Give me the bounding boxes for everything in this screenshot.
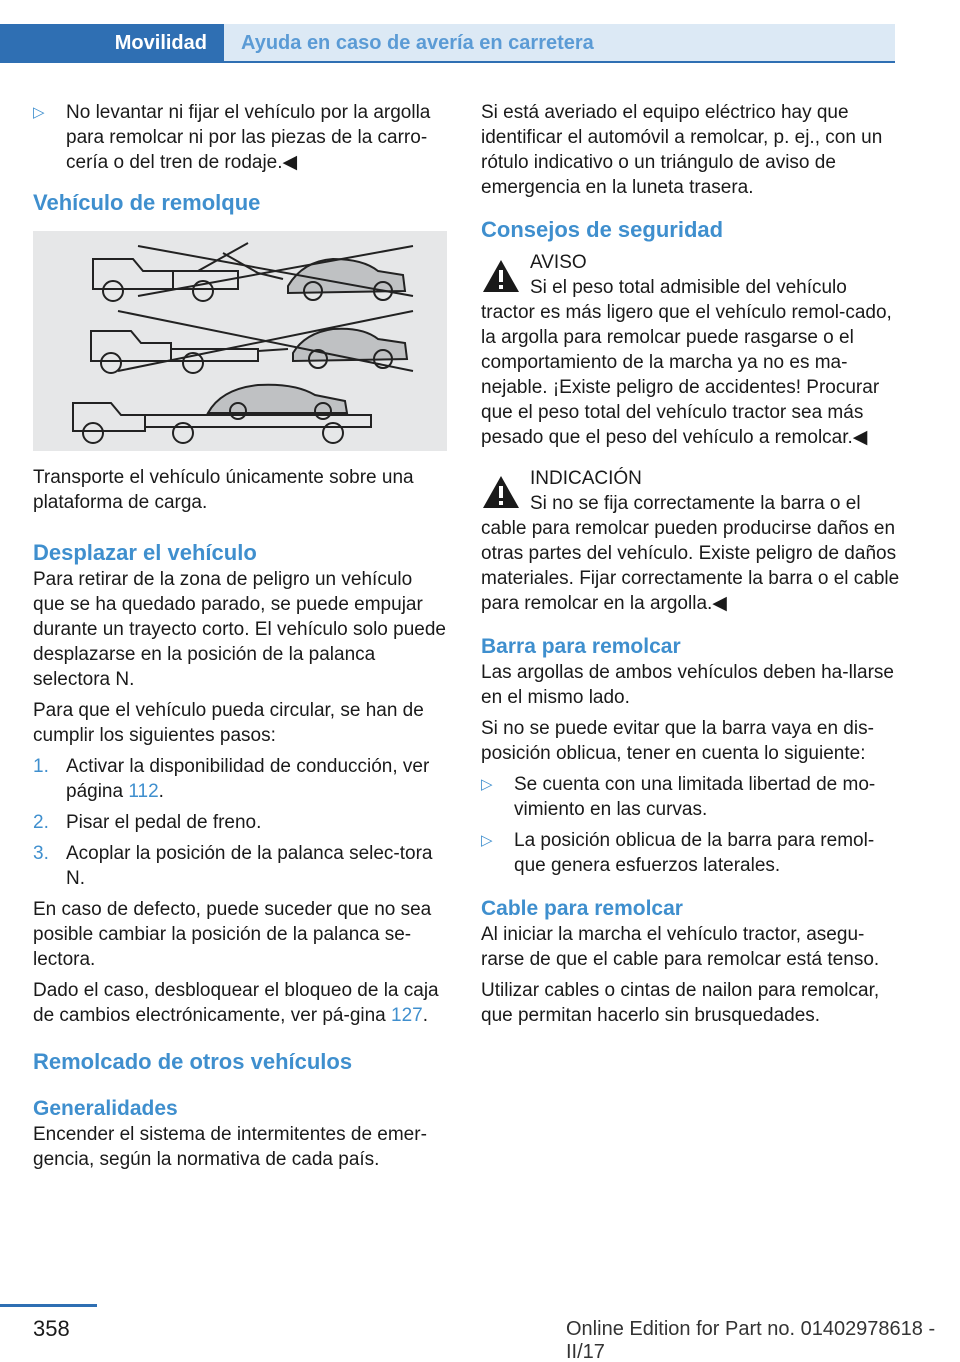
figure-caption: Transporte el vehículo únicamente sobre una plataforma de carga.: [33, 467, 414, 513]
list-item: [33, 754, 447, 804]
paragraph: Las argollas de ambos vehículos deben ha‐llarse en el mismo lado.: [481, 662, 894, 708]
heading-cable: Cable para remolcar: [481, 897, 683, 920]
bullet-triangle-icon: ▷: [481, 776, 493, 793]
tab-section-title[interactable]: Ayuda en caso de avería en carretera: [241, 31, 594, 54]
warning-title: AVISO: [530, 252, 587, 273]
heading-vehiculo-remolque: Vehículo de remolque: [33, 190, 261, 215]
warning-block-aviso: [481, 250, 901, 450]
step-number: 1.: [33, 756, 49, 777]
page-link[interactable]: 112: [128, 781, 159, 802]
step-text: Pisar el pedal de freno.: [66, 812, 262, 833]
list-item: [33, 810, 447, 835]
step-number: 3.: [33, 843, 49, 864]
paragraph: En caso de defecto, puede suceder que no sea posible cambiar la posición de la palanca se‐lectora.: [33, 899, 432, 970]
warning-text-first: Si el peso total admisible del vehículo: [530, 277, 847, 298]
footer-rule: [0, 1304, 97, 1307]
heading-barra: Barra para remolcar: [481, 635, 681, 658]
bullet-text: La posición oblicua de la barra para remol‐que genera esfuerzos laterales.: [514, 830, 875, 876]
header-underline: [0, 61, 895, 63]
warning-text: cable para remolcar pueden producirse daños en otras partes del vehículo. Existe peligro de daños materiales. Fijar correctamente la barra o el cable para remolcar en la argolla.◀: [481, 518, 900, 614]
page-number: 358: [33, 1316, 70, 1341]
paragraph: Para retirar de la zona de peligro un vehículo que se ha quedado parado, se puede empujar durante un trayecto corto. El vehículo solo puede desplazarse en la posición de la palanca selectora N.: [33, 569, 446, 690]
heading-desplazar: Desplazar el vehículo: [33, 540, 257, 565]
list-item: [33, 841, 447, 891]
bullet-triangle-icon: ▷: [481, 832, 493, 849]
warning-block-indicacion: [481, 466, 901, 616]
heading-generalidades: Generalidades: [33, 1097, 178, 1120]
bullet-text: Se cuenta con una limitada libertad de mo‐vimiento en las curvas.: [514, 774, 876, 820]
paragraph: Para que el vehículo pueda circular, se han de cumplir los siguientes pasos:: [33, 700, 424, 746]
right-column: [481, 100, 901, 1034]
warning-triangle-icon: [481, 258, 521, 294]
paragraph: Si no se puede evitar que la barra vaya en dis‐posición oblicua, tener en cuenta lo siguiente:: [481, 718, 874, 764]
list-item: [33, 100, 447, 175]
paragraph: Encender el sistema de intermitentes de emer‐gencia, según la normativa de cada país.: [33, 1124, 427, 1170]
tow-trucks-diagram: [33, 231, 447, 451]
edition-note: Online Edition for Part no. 01402978618 - II/17: [566, 1318, 936, 1362]
warning-title: INDICACIÓN: [530, 468, 642, 489]
step-text: Activar la disponibilidad de conducción, ver página: [66, 756, 430, 802]
warning-text-first: Si no se fija correctamente la barra o el: [530, 493, 861, 514]
paragraph: Al iniciar la marcha el vehículo tractor, asegu‐rarse de que el cable para remolcar está tenso.: [481, 924, 880, 970]
step-number: 2.: [33, 812, 49, 833]
heading-remolcado: Remolcado de otros vehículos: [33, 1049, 353, 1074]
tab-movilidad[interactable]: Movilidad: [0, 24, 224, 63]
list-item: [481, 828, 901, 878]
towing-illustration: [33, 231, 447, 451]
left-column: [33, 100, 447, 1178]
heading-consejos: Consejos de seguridad: [481, 217, 724, 242]
warning-triangle-icon: [481, 474, 521, 510]
page-header: [0, 0, 960, 64]
step-text: Acoplar la posición de la palanca selec‐tora N.: [66, 843, 433, 889]
warning-text: tractor es más ligero que el vehículo remol‐cado, la argolla para remolcar puede rasgarse o el comportamiento de la marcha ya no es ma‐nejable. ¡Existe peligro de accidentes! Procurar que el peso total del vehículo tractor sea más pesado que el peso del vehículo a remolcar.◀: [481, 302, 892, 448]
paragraph: [33, 978, 447, 1028]
list-item: [481, 772, 901, 822]
page-link[interactable]: 127: [391, 1005, 423, 1026]
paragraph: Utilizar cables o cintas de nailon para remolcar, que permitan hacerlo sin brusquedades.: [481, 980, 880, 1026]
paragraph-text-after: .: [422, 1005, 429, 1026]
paragraph-text: Dado el caso, desbloquear el bloqueo de la caja de cambios electrónicamente, ver pá‐gina: [33, 980, 439, 1026]
step-text-after: .: [158, 781, 164, 802]
bullet-triangle-icon: ▷: [33, 104, 45, 121]
paragraph: Si está averiado el equipo eléctrico hay que identificar el automóvil a remolcar, p. ej., con un rótulo indicativo o un triángulo de aviso de emergencia en la luneta trasera.: [481, 102, 883, 198]
bullet-text: No levantar ni fijar el vehículo por la argolla para remolcar ni por las piezas de la carro‐cería o del tren de rodaje.◀: [66, 102, 431, 173]
